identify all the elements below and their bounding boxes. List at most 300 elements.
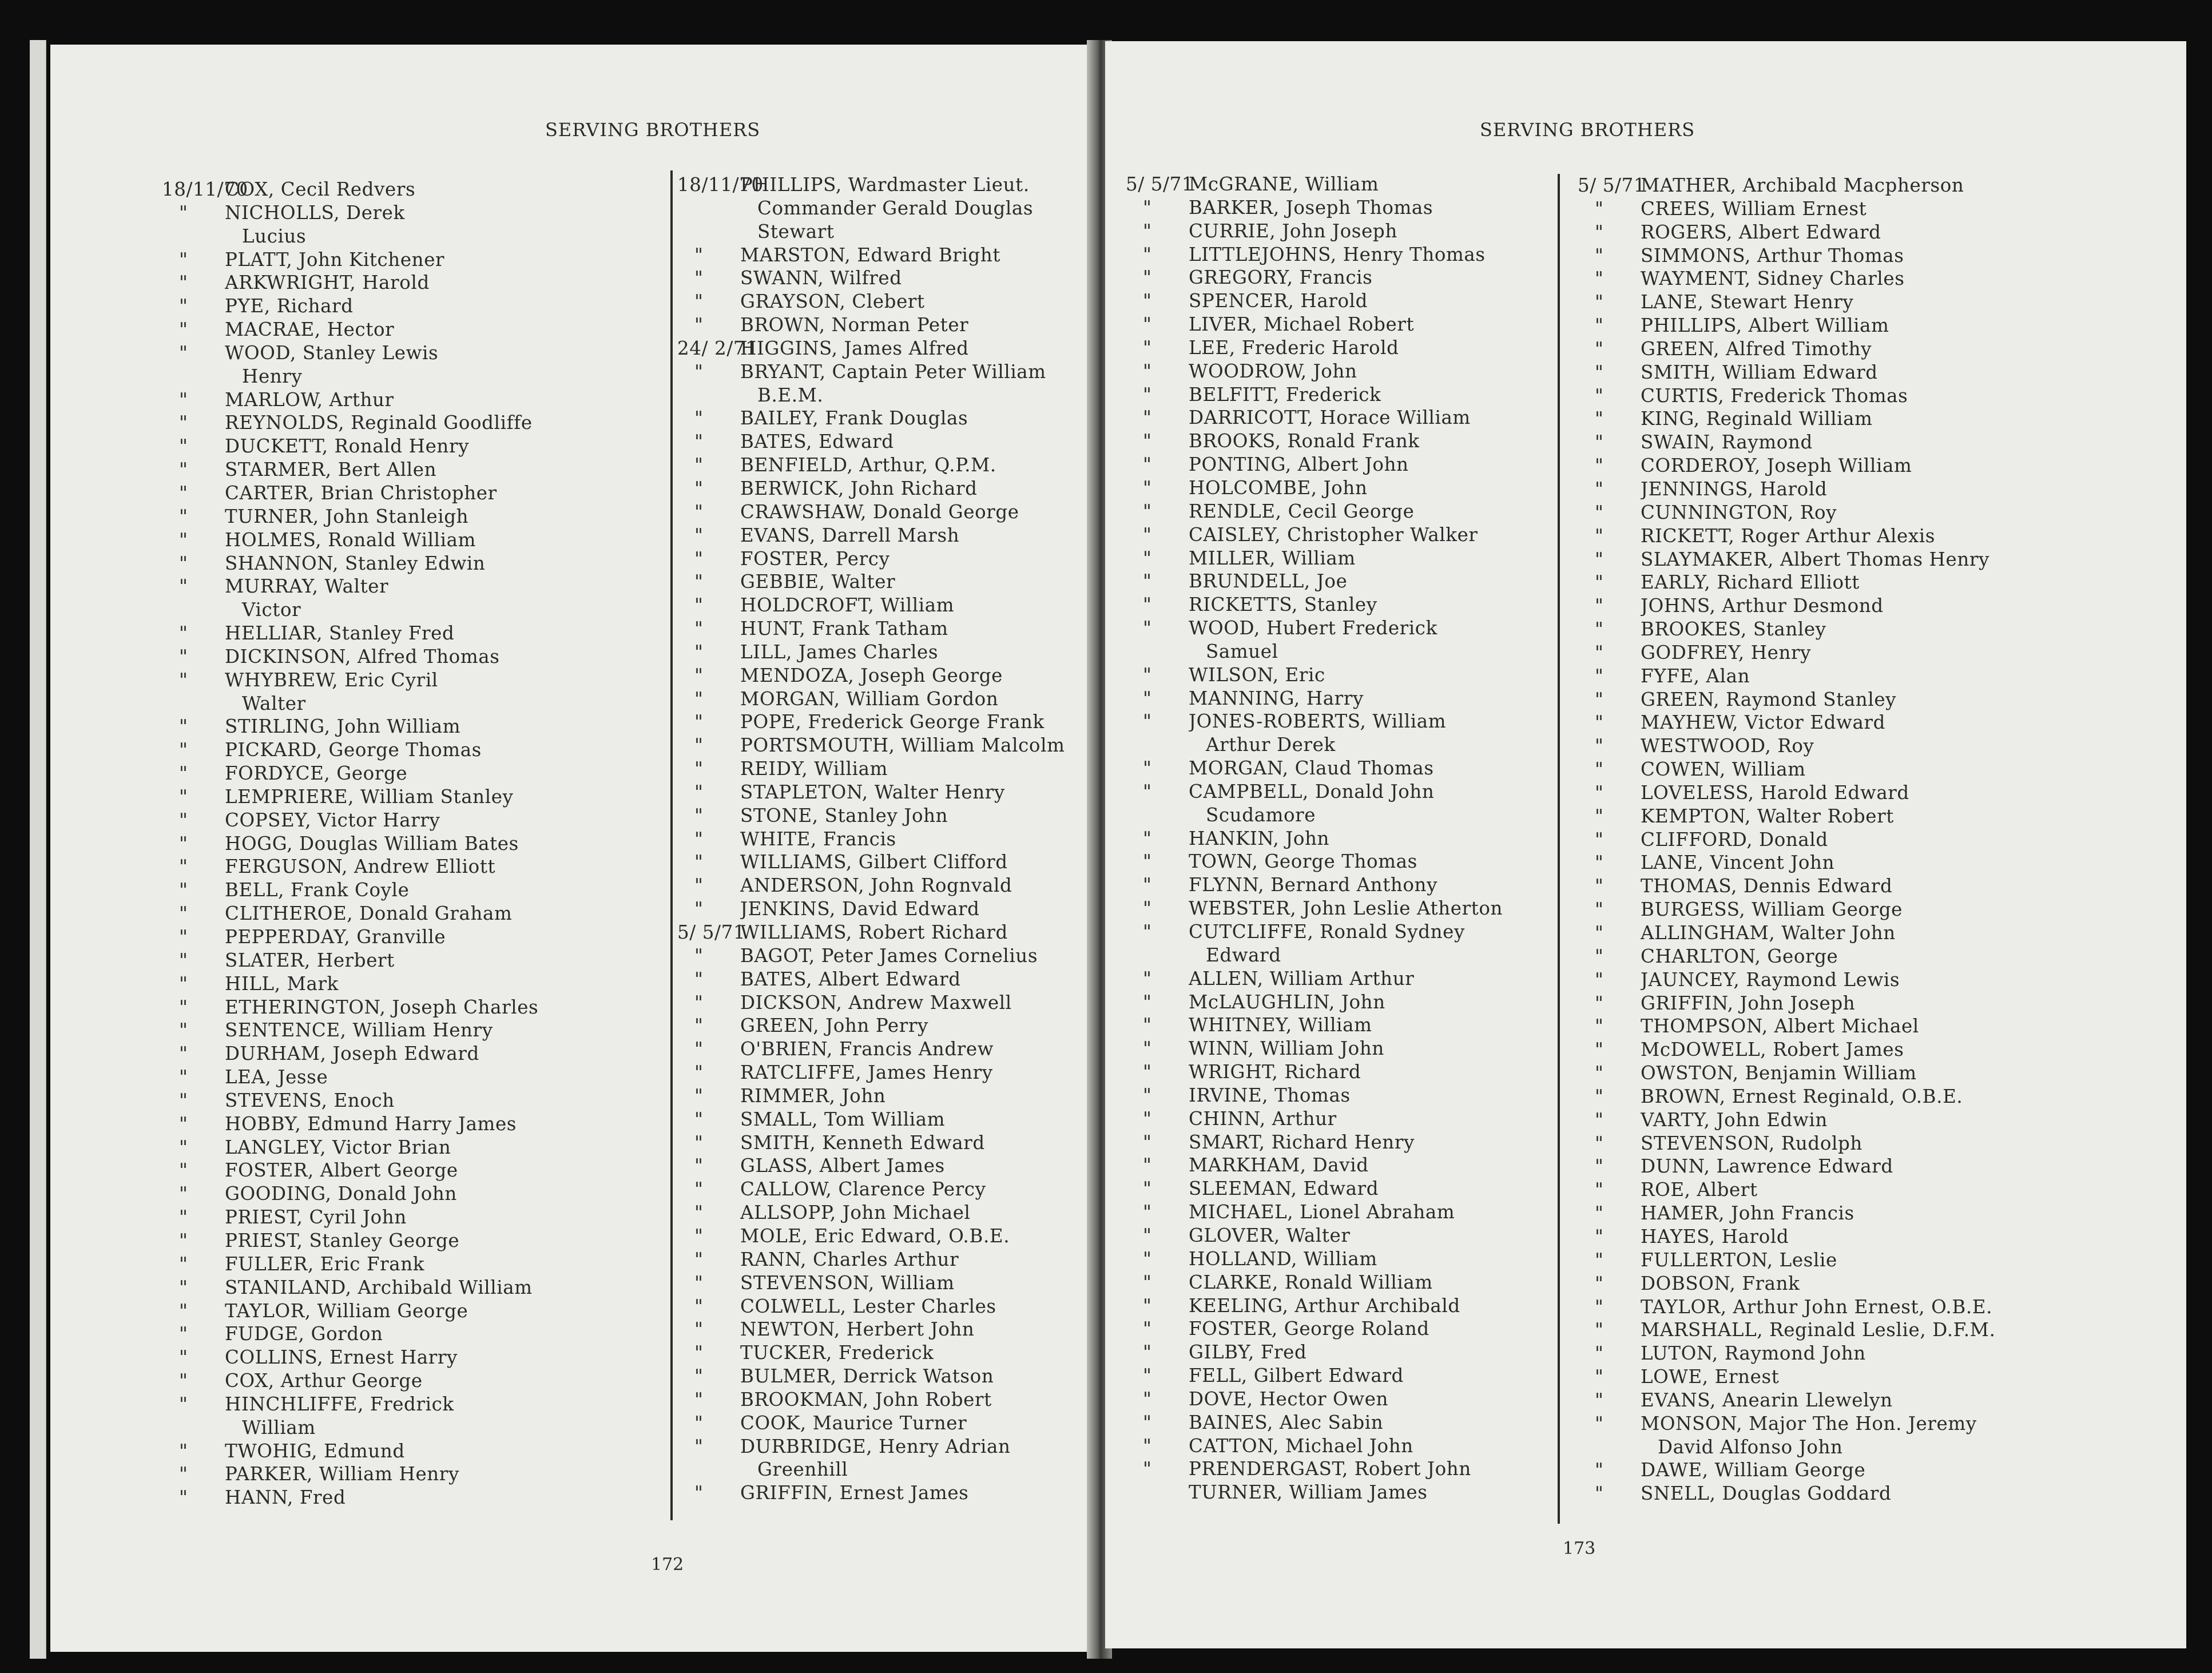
entry-date xyxy=(162,482,225,505)
register-entry xyxy=(677,570,1098,594)
register-entry xyxy=(162,1486,722,1509)
ditto-mark: " xyxy=(1595,1062,1604,1084)
member-name: CATTON, Michael John xyxy=(1189,1434,1413,1457)
entry-continuation xyxy=(677,220,1098,244)
entry-date xyxy=(1126,360,1189,383)
register-entry xyxy=(1578,851,2173,875)
entry-date xyxy=(677,594,740,617)
member-name: TURNER, John Stanleigh xyxy=(225,505,469,527)
ditto-mark: " xyxy=(1143,476,1152,499)
ditto-mark: " xyxy=(179,201,188,224)
entry-date xyxy=(162,458,225,482)
register-entry xyxy=(677,921,1098,944)
entry-date xyxy=(1578,1225,1641,1249)
member-name: CUNNINGTON, Roy xyxy=(1641,501,1837,523)
ditto-mark: " xyxy=(179,412,188,434)
register-entry xyxy=(1578,828,2173,852)
member-name: Victor xyxy=(242,599,301,621)
entry-date xyxy=(677,1388,740,1412)
ditto-mark: " xyxy=(1143,1038,1152,1060)
member-name: SLATER, Herbert xyxy=(225,949,395,971)
member-name: STANILAND, Archibald William xyxy=(225,1276,533,1298)
member-name: STEVENSON, Rudolph xyxy=(1641,1132,1862,1154)
ditto-mark: " xyxy=(694,1295,704,1317)
entry-date xyxy=(1578,337,1641,361)
member-name: EVANS, Darrell Marsh xyxy=(740,524,960,546)
entry-date xyxy=(1578,1108,1641,1132)
register-entry xyxy=(1578,1296,2173,1319)
register-entry xyxy=(1126,430,1555,453)
member-name: McDOWELL, Robert James xyxy=(1641,1039,1904,1061)
entry-date xyxy=(677,710,740,734)
member-name: WRIGHT, Richard xyxy=(1189,1061,1361,1083)
register-entry xyxy=(1126,360,1555,383)
ditto-mark: " xyxy=(1595,828,1604,851)
entry-date xyxy=(1578,992,1641,1015)
entry-date xyxy=(1126,1154,1189,1177)
entry-date xyxy=(1126,1247,1189,1271)
member-name: OWSTON, Benjamin William xyxy=(1641,1062,1917,1084)
register-entry xyxy=(1126,313,1555,336)
member-name: THOMAS, Dennis Edward xyxy=(1641,875,1893,897)
member-name: LEE, Frederic Harold xyxy=(1189,336,1399,359)
register-entry xyxy=(162,178,722,201)
ditto-mark: " xyxy=(1143,1411,1152,1433)
entry-date xyxy=(162,925,225,949)
entry-date xyxy=(1578,267,1641,291)
register-entry xyxy=(1126,663,1555,687)
register-entry xyxy=(677,454,1098,477)
register-entry xyxy=(677,1271,1098,1295)
member-name: BROOKS, Ronald Frank xyxy=(1189,430,1420,452)
ditto-mark: " xyxy=(179,622,188,645)
entry-date xyxy=(677,1131,740,1155)
register-entry xyxy=(1126,1388,1555,1411)
ditto-mark: " xyxy=(694,758,704,780)
entry-date xyxy=(677,547,740,571)
member-name: MARSHALL, Reginald Leslie, D.F.M. xyxy=(1641,1319,1996,1341)
register-entry xyxy=(1578,688,2173,712)
entry-date xyxy=(1126,1084,1189,1107)
ditto-mark: " xyxy=(179,716,188,738)
register-entry xyxy=(1126,289,1555,313)
entry-date xyxy=(162,248,225,272)
ditto-mark: " xyxy=(179,295,188,317)
register-entry xyxy=(677,1061,1098,1084)
ditto-mark: " xyxy=(179,926,188,948)
ditto-mark: " xyxy=(179,1019,188,1042)
entry-date xyxy=(1126,1481,1189,1504)
entry-date xyxy=(162,738,225,762)
entry-date xyxy=(1126,523,1189,547)
ditto-mark: " xyxy=(694,664,704,686)
ditto-mark: " xyxy=(1143,897,1152,920)
ditto-mark: " xyxy=(179,1206,188,1229)
register-entry xyxy=(162,1393,722,1416)
ditto-mark: " xyxy=(694,500,704,523)
register-entry xyxy=(1126,1341,1555,1364)
entry-date xyxy=(677,477,740,500)
ditto-mark: " xyxy=(1595,875,1604,897)
entry-date xyxy=(1578,945,1641,968)
member-name: FOSTER, Albert George xyxy=(225,1159,458,1182)
register-entry xyxy=(1578,361,2173,384)
entry-date xyxy=(677,1271,740,1295)
register-entry xyxy=(1578,1062,2173,1085)
entry-date xyxy=(677,407,740,430)
entry-continuation xyxy=(162,225,722,248)
entry-date xyxy=(162,972,225,996)
member-name: PYE, Richard xyxy=(225,295,354,317)
register-entry xyxy=(1126,1177,1555,1201)
ditto-mark: " xyxy=(1143,500,1152,522)
entry-date xyxy=(162,785,225,809)
member-name: TUCKER, Frederick xyxy=(740,1342,934,1364)
ditto-mark: " xyxy=(1595,548,1604,570)
member-name: SIMMONS, Arthur Thomas xyxy=(1641,244,1904,267)
member-name: RATCLIFFE, James Henry xyxy=(740,1062,993,1084)
register-entry xyxy=(1126,1481,1555,1504)
register-entry xyxy=(162,271,722,295)
member-name: MURRAY, Walter xyxy=(225,575,389,598)
member-name: PHILLIPS, Albert William xyxy=(1641,315,1889,337)
register-entry xyxy=(1578,1132,2173,1155)
member-name: DOVE, Hector Owen xyxy=(1189,1388,1389,1410)
member-name: Arthur Derek xyxy=(1206,734,1336,756)
member-name: WINN, William John xyxy=(1189,1038,1384,1060)
entry-date xyxy=(1578,665,1641,688)
member-name: STARMER, Bert Allen xyxy=(225,459,437,481)
register-entry xyxy=(1578,431,2173,454)
entry-date xyxy=(1126,570,1189,593)
ditto-mark: " xyxy=(179,505,188,527)
member-name: CLITHEROE, Donald Graham xyxy=(225,903,513,925)
register-entry xyxy=(1126,220,1555,243)
entry-date xyxy=(1126,336,1189,360)
member-name: DAWE, William George xyxy=(1641,1459,1866,1481)
member-name: MAYHEW, Victor Edward xyxy=(1641,712,1885,734)
entry-date xyxy=(162,1346,225,1369)
register-entry xyxy=(677,874,1098,897)
entry-date xyxy=(1578,641,1641,665)
register-entry xyxy=(677,1038,1098,1061)
register-entry xyxy=(162,1206,722,1229)
ditto-mark: " xyxy=(179,996,188,1018)
ditto-mark: " xyxy=(1595,1179,1604,1201)
entry-date xyxy=(1126,313,1189,336)
entry-date xyxy=(677,1295,740,1318)
member-name: DUCKETT, Ronald Henry xyxy=(225,435,470,458)
register-entry xyxy=(1578,571,2173,594)
register-entry xyxy=(1126,1131,1555,1154)
register-entry xyxy=(1126,1247,1555,1271)
register-entry xyxy=(677,664,1098,688)
register-entry xyxy=(677,407,1098,430)
entry-date xyxy=(1578,805,1641,828)
entry-date xyxy=(1126,804,1189,827)
member-name: Walter xyxy=(242,692,306,714)
member-name: ALLEN, William Arthur xyxy=(1189,967,1415,990)
register-entry xyxy=(1578,314,2173,337)
entry-date xyxy=(162,528,225,552)
register-entry xyxy=(1578,1178,2173,1202)
member-name: EARLY, Richard Elliott xyxy=(1641,571,1860,594)
member-name: DICKINSON, Alfred Thomas xyxy=(225,645,500,667)
page-number: 172 xyxy=(651,1555,684,1575)
member-name: LEA, Jesse xyxy=(225,1066,328,1088)
register-entry xyxy=(162,1089,722,1112)
member-name: DARRICOTT, Horace William xyxy=(1189,407,1471,429)
ditto-mark: " xyxy=(1595,455,1604,477)
entry-date xyxy=(1578,384,1641,408)
register-entry xyxy=(1578,1015,2173,1038)
member-name: VARTY, John Edwin xyxy=(1641,1108,1828,1131)
entry-date xyxy=(1578,618,1641,641)
entry-continuation xyxy=(1126,944,1555,967)
entry-date xyxy=(1126,1224,1189,1247)
entry-date xyxy=(1126,1317,1189,1341)
member-name: BATES, Edward xyxy=(740,431,894,453)
ditto-mark: " xyxy=(1143,1294,1152,1317)
ditto-mark: " xyxy=(179,459,188,481)
member-name: HOBBY, Edmund Harry James xyxy=(225,1112,517,1135)
register-entry xyxy=(677,337,1098,360)
entry-date xyxy=(1126,1177,1189,1201)
entry-date xyxy=(1126,617,1189,640)
register-entry xyxy=(1126,687,1555,710)
entry-date xyxy=(1126,1411,1189,1434)
entry-date xyxy=(1578,197,1641,221)
member-name: BRUNDELL, Joe xyxy=(1189,570,1348,593)
member-name: HOGG, Douglas William Bates xyxy=(225,832,519,855)
entry-date xyxy=(1578,1178,1641,1202)
register-entry xyxy=(1578,1389,2173,1412)
ditto-mark: " xyxy=(1595,641,1604,663)
member-name: MACRAE, Hector xyxy=(225,319,395,341)
entry-date xyxy=(162,435,225,458)
register-entry xyxy=(162,1440,722,1463)
member-name: David Alfonso John xyxy=(1658,1436,1843,1458)
register-entry xyxy=(677,1318,1098,1341)
entry-continuation xyxy=(162,692,722,716)
member-name: FORDYCE, George xyxy=(225,762,408,785)
register-entry xyxy=(1578,711,2173,734)
entry-date xyxy=(1126,289,1189,313)
left-page xyxy=(50,45,1098,1652)
member-name: COLWELL, Lester Charles xyxy=(740,1295,996,1317)
register-entry xyxy=(1126,1060,1555,1084)
ditto-mark: " xyxy=(179,1159,188,1182)
register-entry xyxy=(1578,992,2173,1015)
entry-date xyxy=(1126,1388,1189,1411)
member-name: JOHNS, Arthur Desmond xyxy=(1641,595,1884,617)
member-name: SMITH, Kenneth Edward xyxy=(740,1131,985,1154)
ditto-mark: " xyxy=(179,1393,188,1415)
ditto-mark: " xyxy=(694,407,704,430)
register-entry xyxy=(1126,1317,1555,1341)
register-entry xyxy=(162,1369,722,1393)
entry-date xyxy=(1578,571,1641,594)
ditto-mark: " xyxy=(694,688,704,710)
member-name: STONE, Stanley John xyxy=(740,804,948,826)
register-entry xyxy=(162,1253,722,1276)
member-name: EVANS, Anearin Llewelyn xyxy=(1641,1389,1893,1411)
register-entry xyxy=(677,1481,1098,1505)
ditto-mark: " xyxy=(694,1342,704,1364)
name-column xyxy=(1578,174,2173,1505)
entry-date xyxy=(162,1019,225,1042)
ditto-mark: " xyxy=(1143,570,1152,593)
entry-date xyxy=(162,201,225,225)
member-name: ANDERSON, John Rognvald xyxy=(740,875,1012,897)
member-name: WOOD, Stanley Lewis xyxy=(225,341,439,364)
member-name: DURHAM, Joseph Edward xyxy=(225,1043,479,1065)
ditto-mark: " xyxy=(179,1136,188,1158)
register-entry xyxy=(1578,805,2173,828)
ditto-mark: " xyxy=(1143,617,1152,639)
ditto-mark: " xyxy=(179,762,188,785)
member-name: CURTIS, Frederick Thomas xyxy=(1641,384,1908,407)
member-name: HINCHLIFFE, Fredrick xyxy=(225,1393,454,1415)
register-entry xyxy=(1578,267,2173,291)
ditto-mark: " xyxy=(1595,1085,1604,1107)
register-entry xyxy=(1578,1085,2173,1108)
ditto-mark: " xyxy=(694,1131,704,1154)
entry-date xyxy=(677,430,740,454)
member-name: IRVINE, Thomas xyxy=(1189,1084,1351,1106)
ditto-mark: " xyxy=(1595,1483,1604,1505)
entry-date xyxy=(1578,594,1641,618)
ditto-mark: " xyxy=(694,547,704,570)
member-name: GEBBIE, Walter xyxy=(740,571,896,593)
entry-date xyxy=(162,1440,225,1463)
entry-date xyxy=(677,1014,740,1038)
ditto-mark: " xyxy=(1595,968,1604,991)
ditto-mark: " xyxy=(1143,710,1152,733)
column-rule xyxy=(1558,174,1560,1524)
register-entry xyxy=(677,547,1098,571)
register-entry xyxy=(1126,500,1555,523)
ditto-mark: " xyxy=(1595,1342,1604,1365)
ditto-mark: " xyxy=(694,1178,704,1201)
entry-date xyxy=(1126,1341,1189,1364)
ditto-mark: " xyxy=(694,781,704,803)
ditto-mark: " xyxy=(1143,383,1152,406)
entry-date xyxy=(1126,430,1189,453)
register-entry xyxy=(162,1346,722,1369)
entry-date xyxy=(1126,1294,1189,1318)
member-name: COWEN, William xyxy=(1641,758,1806,781)
ditto-mark: " xyxy=(694,898,704,920)
register-entry xyxy=(1126,1014,1555,1037)
entry-date xyxy=(162,411,225,435)
member-name: HILL, Mark xyxy=(225,972,339,995)
member-name: BELL, Frank Coyle xyxy=(225,879,410,901)
ditto-mark: " xyxy=(694,1248,704,1270)
entry-date xyxy=(1126,383,1189,407)
register-entry xyxy=(162,832,722,856)
entry-date xyxy=(162,505,225,528)
member-name: PLATT, John Kitchener xyxy=(225,248,445,271)
entry-date xyxy=(677,688,740,711)
member-name: STIRLING, John William xyxy=(225,716,461,738)
ditto-mark: " xyxy=(1595,992,1604,1014)
ditto-mark: " xyxy=(179,319,188,341)
member-name: FERGUSON, Andrew Elliott xyxy=(225,856,496,878)
entry-date xyxy=(1578,1436,1641,1459)
ditto-mark: " xyxy=(1143,454,1152,476)
entry-date xyxy=(1578,1038,1641,1062)
register-entry xyxy=(677,173,1098,197)
entry-date xyxy=(162,996,225,1019)
entry-date xyxy=(677,804,740,828)
ditto-mark: " xyxy=(1143,1061,1152,1083)
register-entry xyxy=(162,201,722,225)
entry-date xyxy=(162,762,225,785)
member-name: LEMPRIERE, William Stanley xyxy=(225,785,514,808)
member-name: CURRIE, John Joseph xyxy=(1189,220,1397,242)
entry-date xyxy=(162,1463,225,1486)
register-entry xyxy=(677,244,1098,267)
register-entry xyxy=(1126,1271,1555,1294)
member-name: HAMER, John Francis xyxy=(1641,1202,1854,1225)
ditto-mark: " xyxy=(1143,1388,1152,1410)
ditto-mark: " xyxy=(1595,337,1604,360)
register-entry xyxy=(162,482,722,505)
entry-date xyxy=(677,968,740,991)
member-name: Scudamore xyxy=(1206,804,1316,826)
member-name: HELLIAR, Stanley Fred xyxy=(225,622,455,645)
member-name: TAYLOR, William George xyxy=(225,1300,468,1322)
entry-date xyxy=(162,832,225,856)
member-name: HOLMES, Ronald William xyxy=(225,528,476,551)
member-name: FOSTER, George Roland xyxy=(1189,1318,1429,1340)
entry-date xyxy=(162,1300,225,1323)
register-entry xyxy=(1126,1434,1555,1458)
entry-date xyxy=(1126,757,1189,780)
member-name: CHARLTON, George xyxy=(1641,945,1838,967)
register-entry xyxy=(1578,758,2173,781)
entry-date xyxy=(162,1089,225,1112)
member-name: JENKINS, David Edward xyxy=(740,898,980,920)
member-name: BROWN, Ernest Reginald, O.B.E. xyxy=(1641,1085,1963,1107)
ditto-mark: " xyxy=(1595,291,1604,313)
member-name: FOSTER, Percy xyxy=(740,547,890,570)
register-entry xyxy=(677,524,1098,547)
register-entry xyxy=(1126,827,1555,851)
entry-date xyxy=(162,1486,225,1509)
entry-date xyxy=(677,781,740,804)
member-name: ETHERINGTON, Joseph Charles xyxy=(225,996,539,1018)
ditto-mark: " xyxy=(694,291,704,313)
ditto-mark: " xyxy=(1595,478,1604,500)
register-entry xyxy=(677,991,1098,1015)
member-name: JONES-ROBERTS, William xyxy=(1189,710,1447,733)
member-name: HAYES, Harold xyxy=(1641,1225,1789,1247)
member-name: LANE, Stewart Henry xyxy=(1641,291,1854,313)
ditto-mark: " xyxy=(694,968,704,990)
name-column xyxy=(677,173,1098,1505)
ditto-mark: " xyxy=(1595,1272,1604,1294)
member-name: LILL, James Charles xyxy=(740,641,939,663)
register-entry xyxy=(677,477,1098,500)
member-name: Lucius xyxy=(242,225,307,247)
register-entry xyxy=(162,575,722,598)
ditto-mark: " xyxy=(1143,1131,1152,1153)
entry-continuation xyxy=(1126,804,1555,827)
entry-date xyxy=(677,197,740,220)
member-name: FULLER, Eric Frank xyxy=(225,1253,425,1275)
